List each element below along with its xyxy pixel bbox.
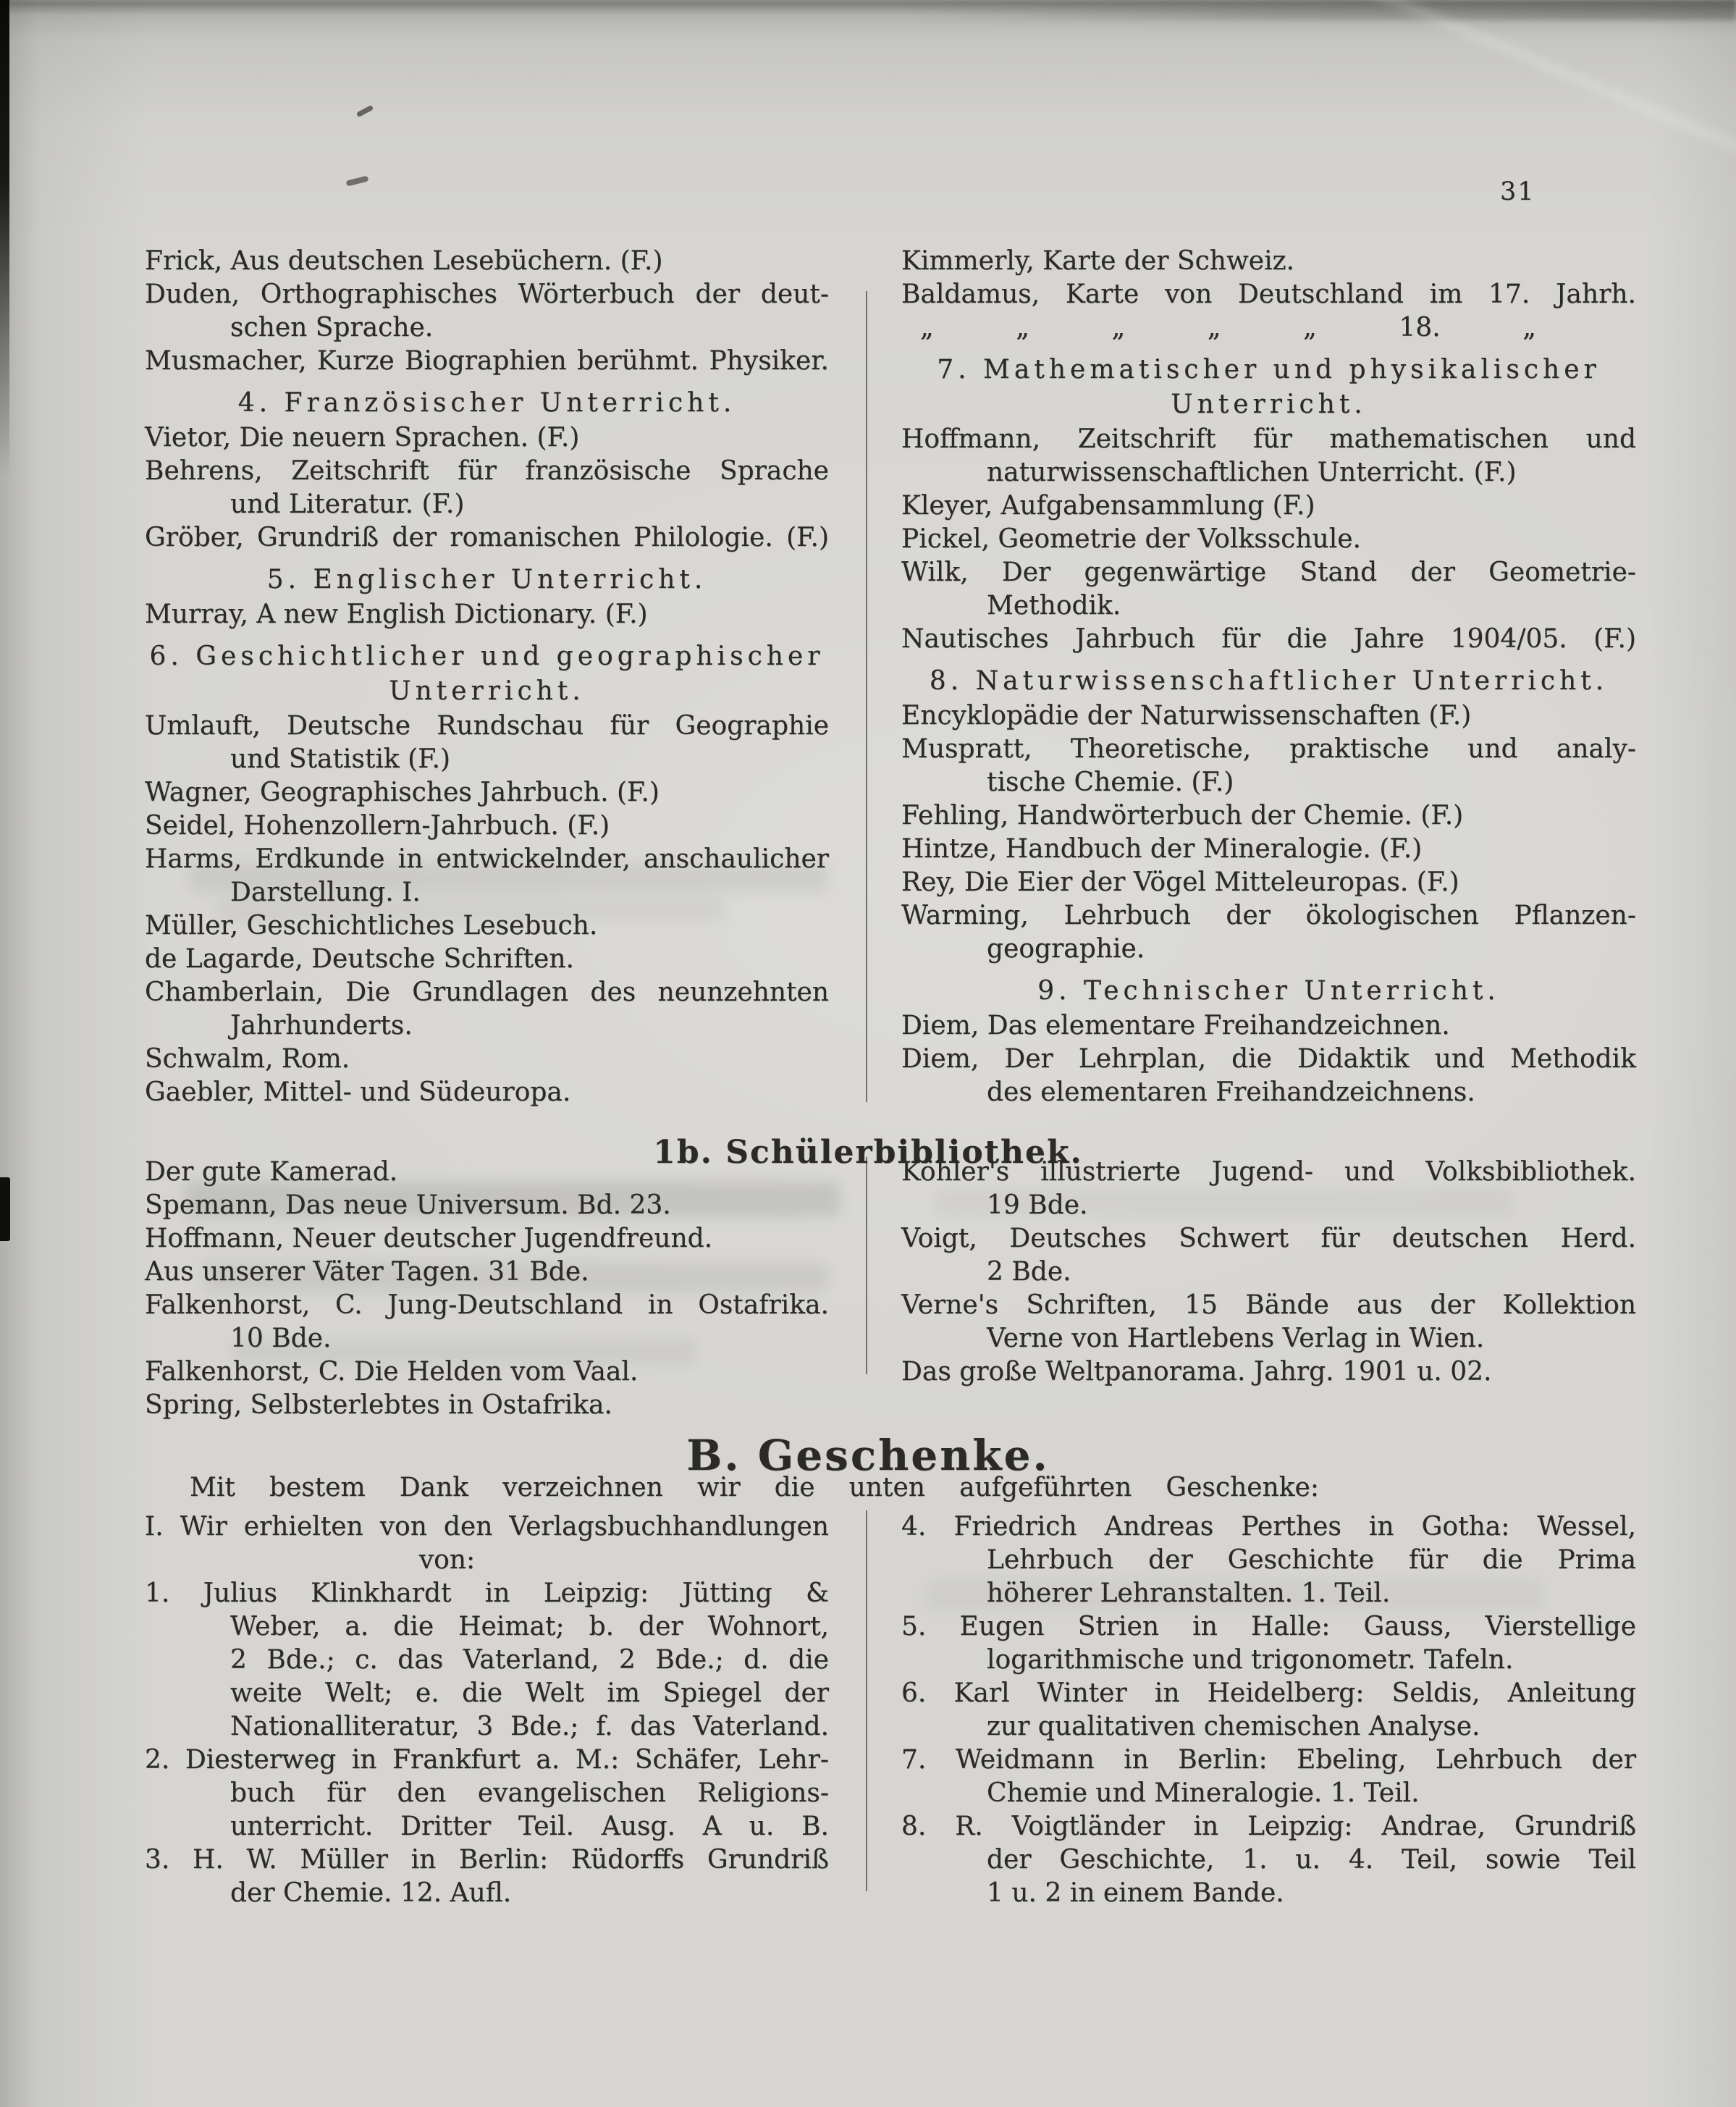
scan-crease (1140, 0, 1736, 174)
list-item: 7. Weidmann in Berlin: Ebeling, Lehrbuch der (901, 1745, 1636, 1775)
list-item: schen Sprache. (230, 313, 434, 342)
subsection-heading: 6. Geschichtlicher und geographischer (149, 642, 825, 671)
column-right (901, 245, 1636, 1109)
list-item: Der gute Kamerad. (145, 1157, 398, 1187)
list-item: geographie. (987, 934, 1145, 964)
list-item: Chemie und Mineralogie. 1. Teil. (987, 1778, 1420, 1808)
ink-speck (345, 175, 368, 186)
column-right (901, 1510, 1636, 1910)
list-item: Falkenhorst, C. Die Helden vom Vaal. (145, 1357, 639, 1387)
ditto-mark: „ (1111, 313, 1126, 342)
list-item: Aus unserer Väter Tagen. 31 Bde. (145, 1257, 589, 1287)
list-item: Falkenhorst, C. Jung-Deutschland in Ostafrika. (145, 1290, 829, 1320)
list-item: 10 Bde. (230, 1324, 332, 1353)
ink-speck (356, 105, 374, 117)
list-item: Rey, Die Eier der Vögel Mitteleuropas. (F.) (901, 867, 1459, 897)
list-item: Gaebler, Mittel- und Südeuropa. (145, 1077, 571, 1107)
list-item: Voigt, Deutsches Schwert für deutschen Herd. (901, 1224, 1636, 1253)
list-item: Vietor, Die neuern Sprachen. (F.) (145, 423, 580, 453)
list-item: Schwalm, Rom. (145, 1044, 350, 1074)
list-item: Köhler's illustrierte Jugend- und Volksbibliothek. (901, 1157, 1636, 1187)
list-item: 6. Karl Winter in Heidelberg: Seldis, Anleitung (901, 1678, 1636, 1708)
list-item: logarithmische und trigonometr. Tafeln. (987, 1645, 1514, 1675)
subsection-heading: 4. Französischer Unterricht. (237, 388, 736, 418)
list-item: 19 Bde. (987, 1190, 1088, 1220)
ditto-mark: „ (1016, 313, 1029, 342)
list-item: Hoffmann, Neuer deutscher Jugendfreund. (145, 1224, 713, 1253)
list-item: Diem, Der Lehrplan, die Didaktik und Methodik (901, 1044, 1636, 1074)
list-item: Gröber, Grundriß der romanischen Philologie. (F.) (145, 523, 829, 552)
list-item: Fehling, Handwörterbuch der Chemie. (F.) (901, 801, 1464, 830)
list-item: 4. Friedrich Andreas Perthes in Gotha: Wessel, (901, 1512, 1636, 1542)
list-item: und Literatur. (F.) (230, 489, 465, 519)
list-item: Weber, a. die Heimat; b. der Wohnort, (230, 1612, 829, 1641)
list-item: höherer Lehranstalten. 1. Teil. (987, 1578, 1391, 1608)
list-item: Duden, Orthographisches Wörterbuch der deut- (145, 279, 829, 309)
list-item: Muspratt, Theoretische, praktische und analy- (901, 734, 1636, 764)
list-item: Darstellung. I. (230, 878, 421, 907)
ditto-mark: 18. (1399, 313, 1441, 342)
list-item: Frick, Aus deutschen Lesebüchern. (F.) (145, 246, 663, 276)
section-lehrerbibliothek (145, 245, 1636, 1109)
list-item: Pickel, Geometrie der Volksschule. (901, 524, 1361, 554)
heading-schuelerbibliothek: 1b. Schülerbibliothek. (653, 1133, 1083, 1171)
section-geschenke (145, 1510, 1636, 1910)
list-item: Spemann, Das neue Universum. Bd. 23. (145, 1190, 671, 1220)
ditto-line (901, 311, 1636, 345)
list-item: Encyklopädie der Naturwissenschaften (F.) (901, 701, 1472, 731)
list-item: Verne von Hartlebens Verlag in Wien. (987, 1324, 1485, 1353)
column-left (145, 1156, 829, 1422)
list-item: zur qualitativen chemischen Analyse. (987, 1712, 1480, 1741)
list-item: 1. Julius Klinkhardt in Leipzig: Jütting & (145, 1578, 829, 1608)
list-item: Lehrbuch der Geschichte für die Prima (987, 1545, 1636, 1575)
column-left (145, 245, 829, 1109)
list-item: der Geschichte, 1. u. 4. Teil, sowie Teil (987, 1845, 1636, 1875)
list-item: Baldamus, Karte von Deutschland im 17. Jahrh. (901, 279, 1636, 309)
list-item: Spring, Selbsterlebtes in Ostafrika. (145, 1390, 612, 1420)
list-item: de Lagarde, Deutsche Schriften. (145, 944, 574, 974)
list-item: Chamberlain, Die Grundlagen des neunzehnten (145, 977, 829, 1007)
list-item: Nationalliteratur, 3 Bde.; f. das Vaterland. (230, 1712, 829, 1741)
column-left (145, 1510, 829, 1910)
ditto-mark: „ (920, 313, 934, 342)
page-number: 31 (1500, 177, 1535, 206)
scan-blot-left-edge (0, 1177, 10, 1241)
list-item: Müller, Geschichtliches Lesebuch. (145, 911, 598, 941)
section-schuelerbibliothek (145, 1156, 1636, 1422)
list-item: von: (418, 1545, 476, 1575)
list-item: 8. R. Voigtländer in Leipzig: Andrae, Grundriß (901, 1812, 1636, 1841)
list-item: Hoffmann, Zeitschrift für mathematischen und (901, 424, 1636, 454)
list-item: Diem, Das elementare Freihandzeichnen. (901, 1011, 1450, 1040)
list-item: 3. H. W. Müller in Berlin: Rüdorffs Grundriß (145, 1845, 829, 1875)
list-item: weite Welt; e. die Welt im Spiegel der (230, 1678, 829, 1708)
list-item: Musmacher, Kurze Biographien berühmt. Physiker. (145, 346, 829, 376)
list-item: Wagner, Geographisches Jahrbuch. (F.) (145, 778, 660, 807)
ditto-mark: „ (1303, 313, 1317, 342)
list-item: 1 u. 2 in einem Bande. (987, 1878, 1284, 1908)
list-item: 5. Eugen Strien in Halle: Gauss, Vierstellige (901, 1612, 1636, 1641)
list-item: Hintze, Handbuch der Mineralogie. (F.) (901, 834, 1423, 864)
list-item: Warming, Lehrbuch der ökologischen Pflanzen- (901, 901, 1636, 930)
list-item: naturwissenschaftlichen Unterricht. (F.) (987, 458, 1517, 487)
list-item: der Chemie. 12. Aufl. (230, 1878, 512, 1908)
subsection-heading: 8. Naturwissenschaftlicher Unterricht. (929, 666, 1609, 696)
subsection-heading: Unterricht. (1171, 390, 1367, 419)
subsection-heading: 9. Technischer Unterricht. (1037, 976, 1500, 1006)
list-item: Behrens, Zeitschrift für französische Sprache (145, 456, 829, 486)
list-item: Verne's Schriften, 15 Bände aus der Kollektion (901, 1290, 1636, 1320)
ditto-mark: „ (1522, 313, 1536, 342)
list-item: Umlauft, Deutsche Rundschau für Geographie (145, 711, 829, 741)
list-item: 2 Bde. (987, 1257, 1071, 1287)
subsection-heading: Unterricht. (389, 676, 585, 706)
scan-edge-left (0, 0, 9, 478)
list-item: tische Chemie. (F.) (987, 767, 1234, 797)
list-item: Murray, A new English Dictionary. (F.) (145, 600, 648, 629)
list-item: Das große Weltpanorama. Jahrg. 1901 u. 02. (901, 1357, 1492, 1387)
list-item: Wilk, Der gegenwärtige Stand der Geometrie- (901, 558, 1636, 587)
list-item: und Statistik (F.) (230, 744, 451, 774)
heading-geschenke: B. Geschenke. (686, 1430, 1050, 1480)
list-item: I. Wir erhielten von den Verlagsbuchhandlungen (145, 1512, 829, 1542)
list-item: Jahrhunderts. (230, 1011, 413, 1040)
geschenke-intro: Mit bestem Dank verzeichnen wir die unten aufgeführten Geschenke: (190, 1473, 1319, 1502)
ditto-mark: „ (1207, 313, 1221, 342)
list-item: Seidel, Hohenzollern-Jahrbuch. (F.) (145, 811, 610, 841)
list-item: des elementaren Freihandzeichnens. (987, 1077, 1475, 1107)
list-item: 2. Diesterweg in Frankfurt a. M.: Schäfer, Lehr- (145, 1745, 829, 1775)
subsection-heading: 7. Mathematischer und physikalischer (937, 355, 1601, 384)
list-item: Kimmerly, Karte der Schweiz. (901, 246, 1294, 276)
scan-smudge-top-right (903, 0, 1736, 20)
list-item: 2 Bde.; c. das Vaterland, 2 Bde.; d. die (230, 1645, 829, 1675)
column-right (901, 1156, 1636, 1422)
list-item: Methodik. (987, 591, 1121, 621)
list-item: Kleyer, Aufgabensammlung (F.) (901, 491, 1315, 521)
list-item: Nautisches Jahrbuch für die Jahre 1904/05. (F.) (901, 624, 1636, 654)
list-item: Harms, Erdkunde in entwickelnder, anschaulicher (145, 844, 829, 874)
subsection-heading: 5. Englischer Unterricht. (266, 565, 707, 594)
list-item: buch für den evangelischen Religions- (230, 1778, 829, 1808)
list-item: unterricht. Dritter Teil. Ausg. A u. B. (230, 1812, 829, 1841)
